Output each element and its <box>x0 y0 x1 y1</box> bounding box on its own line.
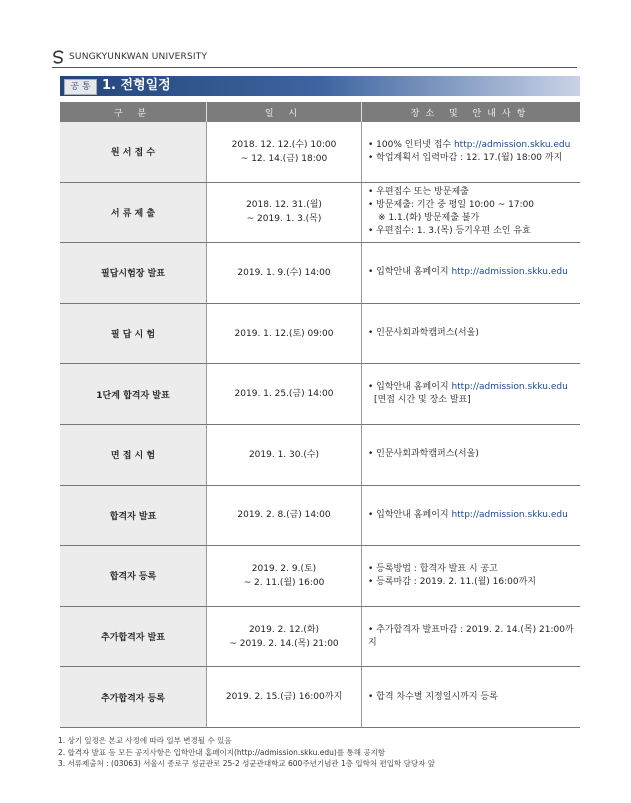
admission-link[interactable]: http://admission.skku.edu <box>453 139 571 150</box>
header-category: 구 분 <box>60 102 207 122</box>
footnote: 1. 상기 일정은 본교 사정에 따라 일부 변경될 수 있음 <box>58 736 232 745</box>
table-row <box>60 122 580 182</box>
date-line: 2019. 1. 12.(토) 09:00 <box>234 328 334 339</box>
table-row <box>60 424 580 485</box>
note-text: 추가합격자 발표마감 : 2019. 2. 14.(목) 21:00까지 <box>368 624 574 648</box>
note-line <box>368 327 580 340</box>
note-text: 입학안내 홈페이지 <box>376 267 452 278</box>
note-text: 방문제출: 기간 중 평일 10:00 ~ 17:00 <box>376 200 535 211</box>
note-line <box>368 266 580 279</box>
row-category: 면 접 시 험 <box>60 424 207 485</box>
row-notes <box>362 424 581 485</box>
note-text: 우편접수: 1. 3.(목) 등기우편 소인 유효 <box>376 226 531 237</box>
note-text: 입학안내 홈페이지 <box>376 509 452 520</box>
row-notes <box>362 182 581 243</box>
page-header <box>52 50 577 68</box>
row-category: 1단계 합격자 발표 <box>60 364 207 425</box>
date-line: 2018. 12. 31.(월) <box>246 200 322 211</box>
note-line <box>368 225 580 238</box>
note-line <box>368 624 580 650</box>
schedule-table <box>60 102 580 728</box>
date-line: 2019. 2. 9.(토) <box>251 563 317 574</box>
header-divider <box>52 67 577 68</box>
note-text: 입학안내 홈페이지 <box>376 382 452 393</box>
table-row <box>60 485 580 546</box>
note-line <box>368 563 580 576</box>
date-line: ~ 2019. 2. 14.(목) 21:00 <box>229 638 339 649</box>
university-logo <box>52 50 207 64</box>
table-row <box>60 364 580 425</box>
row-notes <box>362 243 581 304</box>
note-text: 우편접수 또는 방문제출 <box>376 187 469 198</box>
row-category: 합격자 발표 <box>60 485 207 546</box>
table-row <box>60 243 580 304</box>
note-text: 등록방법 : 합격자 발표 시 공고 <box>376 563 498 574</box>
row-category: 원 서 접 수 <box>60 122 207 182</box>
note-line <box>368 394 580 407</box>
note-line <box>368 139 580 152</box>
note-line <box>368 576 580 589</box>
note-line <box>368 448 580 461</box>
date-line: 2019. 2. 15.(금) 16:00까지 <box>225 692 343 703</box>
row-date <box>207 485 362 546</box>
header-notes: 장소 및 안내사항 <box>362 102 581 122</box>
date-line: ~ 2. 11.(월) 16:00 <box>243 577 325 588</box>
note-text: 인문사회과학캠퍼스(서울) <box>376 328 479 339</box>
row-date <box>207 243 362 304</box>
note-line <box>368 381 580 394</box>
table-row <box>60 546 580 607</box>
date-line: ~ 2019. 1. 3.(목) <box>246 214 322 225</box>
note-text: 인문사회과학캠퍼스(서울) <box>376 449 479 460</box>
note-line <box>368 691 580 704</box>
note-line <box>368 152 580 165</box>
note-text: 합격 차수별 지정일시까지 등록 <box>376 691 498 702</box>
note-text: [면접 시간 및 장소 발표] <box>374 395 471 406</box>
footnotes <box>58 735 435 770</box>
date-line: 2018. 12. 12.(수) 10:00 <box>231 139 337 150</box>
note-text: 100% 인터넷 접수 <box>376 139 454 150</box>
row-date <box>207 667 362 728</box>
row-date <box>207 364 362 425</box>
row-date <box>207 424 362 485</box>
note-line <box>368 212 580 225</box>
row-notes <box>362 546 581 607</box>
header-date: 일 시 <box>207 102 362 122</box>
date-line: 2019. 1. 9.(수) 14:00 <box>237 267 331 278</box>
note-line <box>368 199 580 212</box>
row-date <box>207 606 362 667</box>
section-badge: 공 통 <box>64 79 97 95</box>
row-notes <box>362 667 581 728</box>
date-line: 2019. 1. 30.(수) <box>248 449 320 460</box>
note-line <box>368 186 580 199</box>
note-text: ※ 1.1.(화) 방문제출 불가 <box>378 213 480 224</box>
note-line <box>368 509 580 522</box>
admission-link[interactable]: http://admission.skku.edu <box>451 267 568 278</box>
row-date <box>207 122 362 182</box>
skku-emblem-icon <box>52 50 66 64</box>
date-line: 2019. 2. 12.(화) <box>248 624 320 635</box>
row-notes <box>362 485 581 546</box>
date-line: 2019. 1. 25.(금) 14:00 <box>234 389 334 400</box>
date-line: ~ 12. 14.(금) 18:00 <box>240 153 328 164</box>
row-notes <box>362 122 581 182</box>
row-category: 서 류 제 출 <box>60 182 207 243</box>
section-title: 1. 전형일정 <box>102 78 171 93</box>
row-category: 추가합격자 발표 <box>60 606 207 667</box>
row-date <box>207 303 362 364</box>
table-row <box>60 606 580 667</box>
note-text: 등록마감 : 2019. 2. 11.(월) 16:00까지 <box>376 576 536 587</box>
table-header-row <box>60 102 580 122</box>
date-line: 2019. 2. 8.(금) 14:00 <box>237 510 331 521</box>
section-title-bar <box>60 76 580 96</box>
note-text: 학업계획서 입력마감 : 12. 17.(월) 18:00 까지 <box>376 152 563 163</box>
row-category: 필 답 시 험 <box>60 303 207 364</box>
footnote: 2. 합격자 발표 등 모든 공지사항은 입학안내 홈페이지(http://admission.skku.edu)를 통해 공지함 <box>58 747 386 757</box>
row-date <box>207 546 362 607</box>
footnote: 3. 서류제출처 : (03063) 서울시 종로구 성균관로 25-2 성균관대학교 600주년기념관 1층 입학처 편입학 담당자 앞 <box>58 759 435 768</box>
admission-link[interactable]: http://admission.skku.edu <box>451 382 568 393</box>
row-notes <box>362 303 581 364</box>
table-row <box>60 667 580 728</box>
row-category: 합격자 등록 <box>60 546 207 607</box>
table-row <box>60 182 580 243</box>
admission-link[interactable]: http://admission.skku.edu <box>451 509 568 520</box>
row-notes <box>362 364 581 425</box>
logo-text: SUNGKYUNKWAN UNIVERSITY <box>69 52 208 62</box>
row-date <box>207 182 362 243</box>
row-category: 필답시험장 발표 <box>60 243 207 304</box>
row-notes <box>362 606 581 667</box>
row-category: 추가합격자 등록 <box>60 667 207 728</box>
table-row <box>60 303 580 364</box>
